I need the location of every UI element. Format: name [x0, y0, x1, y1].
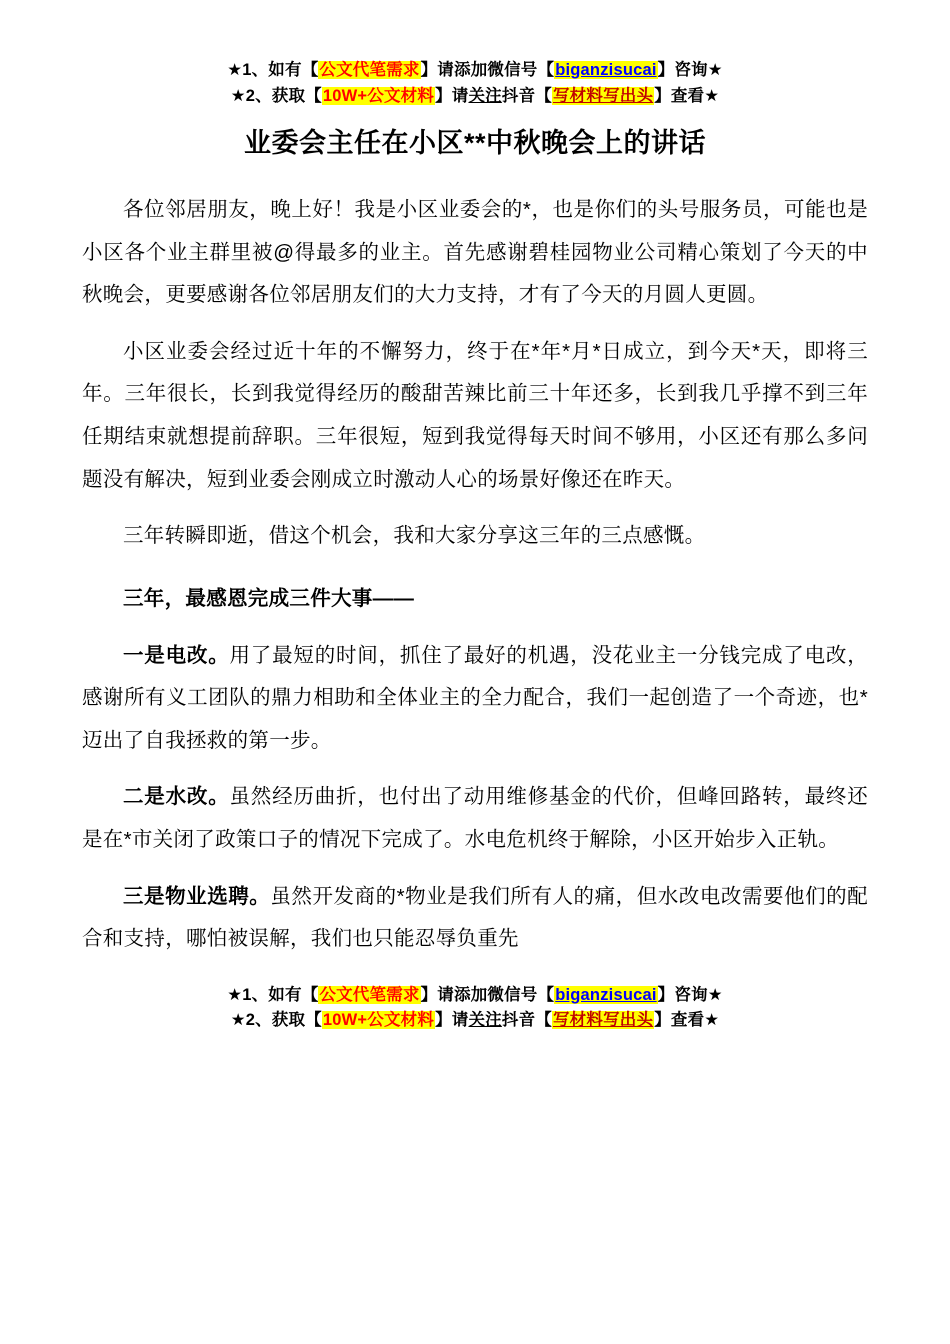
paragraph-1: 各位邻居朋友，晚上好！我是小区业委会的*，也是你们的头号服务员，可能也是小区各个业主群里被@得最多的业主。首先感谢碧桂园物业公司精心策划了今天的中秋晚会，更要感谢各位邻居朋友们的大力支持，才有了今天的月圆人更圆。 — [82, 197, 868, 307]
paragraph-item-2-text: 虽然经历曲折，也付出了动用维修基金的代价，但峰回路转，最终还是在*市关闭了政策口子的情况下完成了。水电危机终于解除，小区开始步入正轨。 — [82, 785, 868, 852]
promo-bottom-line-2-douyin-account[interactable]: 写材料写出头 — [552, 1011, 654, 1030]
promo-line-1-wechat-id[interactable]: biganzisucai — [555, 61, 657, 79]
promo-line-2-middle: 】请 — [435, 86, 469, 105]
promo-bottom-line-2-middle: 】请 — [435, 1011, 469, 1030]
promo-line-2-suffix: 】查看★ — [654, 86, 720, 105]
promo-bottom-line-1 — [82, 983, 868, 1009]
paragraph-item-1 — [82, 635, 868, 763]
promo-banner-top — [82, 58, 868, 109]
promo-banner-bottom — [82, 983, 868, 1034]
paragraph-item-2-lead: 二是水改。 — [123, 785, 230, 809]
promo-bottom-line-1-highlight-service: 公文代笔需求 — [319, 985, 420, 1004]
paragraph-item-1-text: 用了最短的时间，抓住了最好的机遇，没花业主一分钱完成了电改，感谢所有义工团队的鼎力相助和全体业主的全力配合，我们一起创造了一个奇迹，也*迈出了自我拯救的第一步。 — [82, 643, 868, 752]
promo-line-2 — [82, 84, 868, 110]
paragraph-3: 三年转瞬即逝，借这个机会，我和大家分享这三年的三点感慨。 — [123, 524, 706, 548]
paragraph-item-2 — [82, 776, 868, 861]
promo-line-1-highlight-service: 公文代笔需求 — [319, 61, 420, 79]
paragraph-item-3-text: 虽然开发商的*物业是我们所有人的痛，但水改电改需要他们的配合和支持，哪怕被误解，我们也只能忍辱负重先 — [82, 884, 868, 951]
page-title: 业委会主任在小区**中秋晚会上的讲话 — [243, 128, 706, 159]
paragraph-item-3 — [82, 876, 868, 961]
promo-bottom-line-2-middle-underline: 关注 — [468, 1011, 502, 1030]
document-body — [82, 189, 868, 961]
promo-bottom-line-2-middle-2: 抖音【 — [501, 1011, 552, 1030]
promo-bottom-line-2-suffix: 】查看★ — [654, 1011, 720, 1030]
promo-line-1-suffix: 】咨询★ — [657, 61, 723, 79]
promo-bottom-line-2-prefix: ★2、获取【 — [230, 1011, 322, 1030]
promo-bottom-line-1-middle: 】请添加微信号【 — [420, 985, 555, 1004]
promo-bottom-line-2-highlight-materials: 10W+公文材料 — [322, 1011, 435, 1030]
promo-bottom-line-1-wechat-id[interactable]: biganzisucai — [555, 985, 657, 1004]
promo-bottom-line-2 — [82, 1008, 868, 1034]
promo-line-2-middle-2: 抖音【 — [501, 86, 552, 105]
paragraph-item-3-lead: 三是物业选聘。 — [123, 884, 271, 908]
section-heading-1: 三年，最感恩完成三件大事—— — [123, 586, 415, 610]
paragraph-2: 小区业委会经过近十年的不懈努力，终于在*年*月*日成立，到今天*天，即将三年。三年很长，长到我觉得经历的酸甜苦辣比前三十年还多，长到我几乎撑不到三年任期结束就想提前辞职。三年很短，短到我觉得每天时间不够用，小区还有那么多问题没有解决，短到业委会刚成立时激动人心的场景好像还在昨天。 — [82, 339, 868, 491]
promo-line-2-middle-underline: 关注 — [468, 86, 502, 105]
promo-line-2-prefix: ★2、获取【 — [230, 86, 322, 105]
paragraph-item-1-lead: 一是电改。 — [123, 643, 230, 667]
promo-line-1 — [82, 58, 868, 84]
promo-line-1-prefix: ★1、如有【 — [227, 61, 319, 79]
promo-line-1-middle: 】请添加微信号【 — [420, 61, 555, 79]
promo-line-2-highlight-materials: 10W+公文材料 — [322, 86, 435, 105]
promo-line-2-douyin-account[interactable]: 写材料写出头 — [552, 86, 654, 105]
promo-bottom-line-1-prefix: ★1、如有【 — [227, 985, 319, 1004]
promo-bottom-line-1-suffix: 】咨询★ — [657, 985, 723, 1004]
